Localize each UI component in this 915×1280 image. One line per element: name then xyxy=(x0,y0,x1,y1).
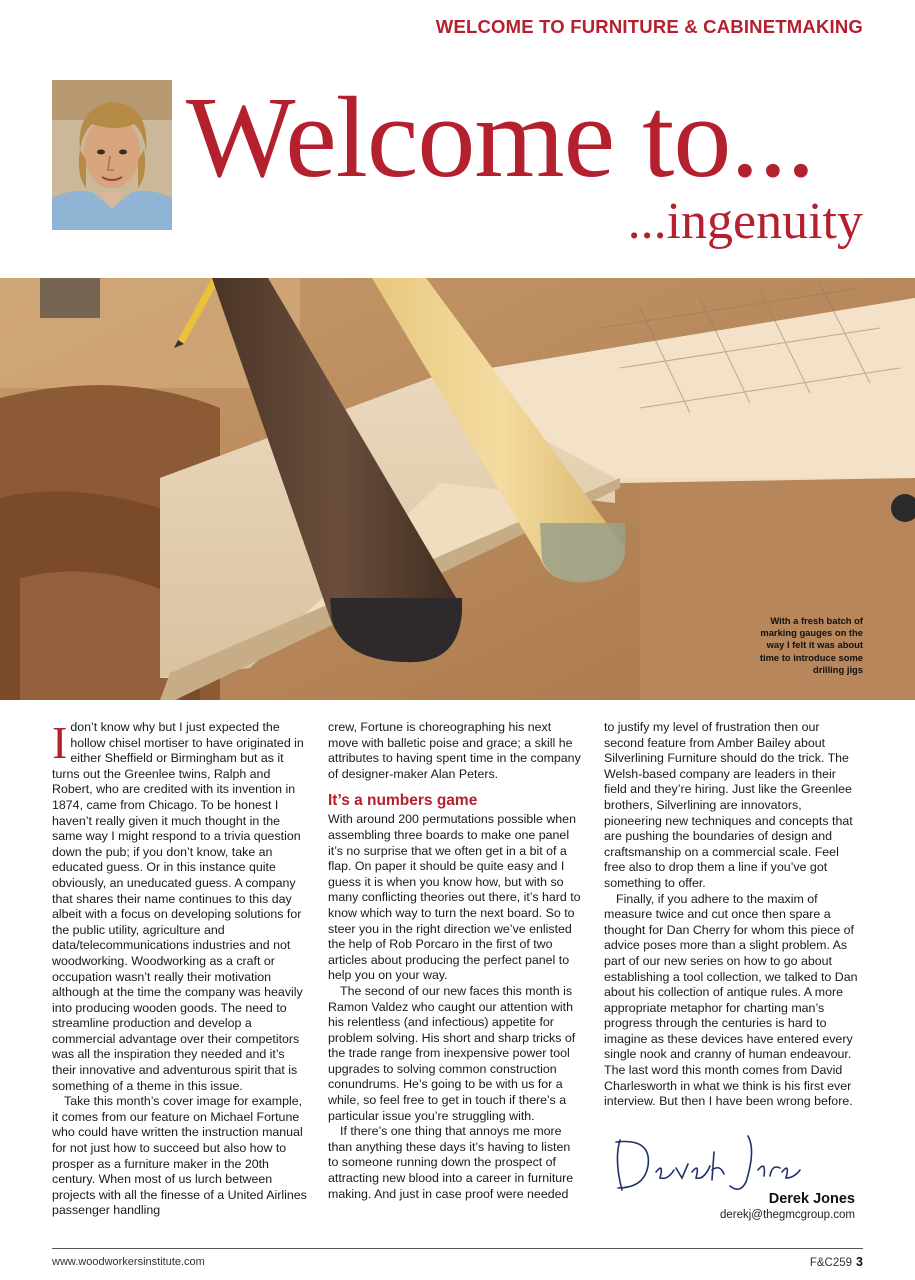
section-subheading: It’s a numbers game xyxy=(328,792,478,810)
hero-caption: With a fresh batch of marking gauges on the way I felt it was about time to introduce some drilling jigs xyxy=(759,615,863,675)
article-column-1 xyxy=(52,717,307,1219)
page-number: 3 xyxy=(856,1255,863,1269)
article-paragraph: Idon’t know why but I just expected the hollow chisel mortiser to have originated in either Sheffield or Birmingham but as it turns out the Greenlee twins, Ralph and Robert, who are credited with its invention in 1874, came from Chicago. To be honest I haven’t really given it much thought in the same way I might respond to a trivia question down the pub; if you don’t know, take an educated guess. Or in this instance quite obviously, an uneducated guess. A company that shares their name continues to this day albeit with a focus on developing solutions for the public utility, agriculture and data/telecommunications industries and not woodworking. Woodworking as a craft or occupation wasn’t really their motivation although at the time the company was heavily into producing wooden goods. The need to streamline production and develop a commercial advantage over their competitors was all the inspiration they needed and it’s their innovative and adventurous spirit that is something of a theme in this issue. xyxy=(52,717,304,1093)
page-title: Welcome to... xyxy=(186,74,815,202)
article-paragraph: Finally, if you adhere to the maxim of measure twice and cut once then spare a thought for Dan Cherry for whom this piece of advice poses more than a slight problem. As part of our new series on how to go about establishing a tool collection, we talked to Dan about his collection of antique rules. A more appropriate metaphor for charting man’s progress through the centuries is hard to imagine as these devices have entered every single nook and cranny of human endeavour. The last word this month comes from David Charlesworth in what we think is his first ever interview. But then I have been wrong before. xyxy=(604,891,858,1109)
issue-number: F&C259 xyxy=(809,1257,853,1269)
drop-cap: I xyxy=(52,717,68,768)
article-paragraph: to justify my level of frustration then our second feature from Amber Bailey about Silverlining Furniture should do the trick. The Welsh-based company are leaders in their field and they’re hiring. Just like the Greenlee brothers, Silverlining are innovators, pioneering new techniques and concepts that are pushing the boundaries of design and craftsmanship on a commercial scale. Feel free also to drop them a line if you’ve got something to offer. xyxy=(604,720,853,890)
author-email[interactable]: derekj@thegmcgroup.com xyxy=(719,1209,855,1221)
footer-divider xyxy=(52,1248,863,1249)
footer-website-link[interactable]: www.woodworkersinstitute.com xyxy=(52,1256,205,1268)
footer-issue xyxy=(810,1255,863,1269)
page-subtitle: ...ingenuity xyxy=(627,193,863,250)
author-name: Derek Jones xyxy=(768,1191,855,1207)
article-paragraph: The second of our new faces this month is Ramon Valdez who caught our attention with his relentless (and infectious) appetite for problem solving. His short and sharp tricks of the trade range from inexpensive power tool upgrades to solving common construction conundrums. He’s going to be with us for a while, so feel free to get in touch if there’s a particular issue you’re struggling with. xyxy=(328,983,576,1123)
article-paragraph: Take this month’s cover image for example, it comes from our feature on Michael Fortune who could have written the instruction manual for not just how to succeed but also how to prosper as a furniture maker in the 20th century. When most of us lurch between projects with all the finesse of a United Airlines passenger handling xyxy=(52,1094,307,1218)
article-column-2 xyxy=(328,720,583,1202)
article-paragraph: With around 200 permutations possible when assembling three boards to make one panel it’s no surprise that we often get in a bit of a flap. On paper it should be quite easy and I guess it is when you know how, but with so many conflicting theories out there, it’s hard to know which way to turn the next board. So to steer you in the right direction we’ve enlisted the help of Rob Porcaro in the first of two articles about producing the perfect panel to help you on your way. xyxy=(328,812,581,983)
article-paragraph: If there’s one thing that annoys me more than anything these days it’s having to listen to someone running down the prospect of attracting new blood into a career in furniture making. And just in case proof were needed xyxy=(328,1124,574,1201)
section-header: WELCOME TO FURNITURE & CABINETMAKING xyxy=(435,16,863,37)
article-paragraph: crew, Fortune is choreographing his next move with balletic poise and grace; a skill he attributes to having spent time in the company of designer-maker Alan Peters. xyxy=(328,720,581,781)
handwritten-signature xyxy=(612,1130,802,1198)
editor-portrait xyxy=(52,80,172,230)
article-column-3 xyxy=(604,720,859,1110)
